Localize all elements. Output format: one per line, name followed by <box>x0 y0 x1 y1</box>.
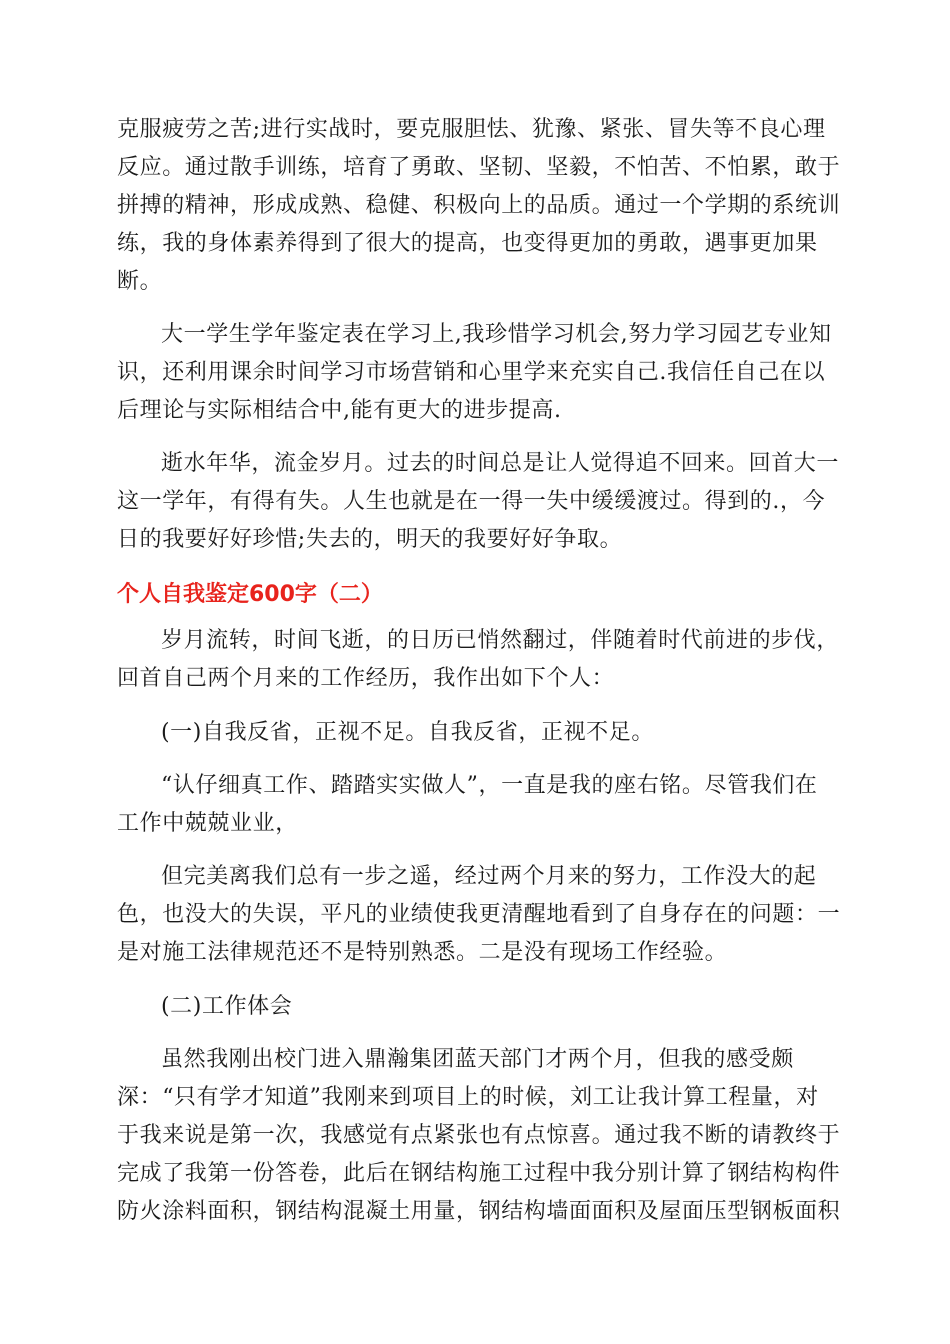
paragraph-9-line-1: 虽然我刚出校门进入鼎瀚集团蓝天部门才两个月，但我的感受颇 <box>161 1047 794 1072</box>
paragraph-1-line-3: 拼搏的精神，形成成熟、稳健、积极向上的品质。通过一个学期的系统训 <box>117 193 841 218</box>
paragraph-1-line-1: 克服疲劳之苦;进行实战时，要克服胆怯、犹豫、紧张、冒失等不良心理 <box>117 117 826 142</box>
paragraph-3-line-2: 这一学年，有得有失。人生也就是在一得一失中缓缓渡过。得到的.，今 <box>117 489 826 514</box>
paragraph-9-line-5: 防火涂料面积，钢结构混凝土用量，钢结构墙面面积及屋面压型钢板面积 <box>117 1199 841 1224</box>
paragraph-3-line-1: 逝水年华，流金岁月。过去的时间总是让人觉得追不回来。回首大一 <box>161 451 840 476</box>
paragraph-4-line-1: 岁月流转，时间飞逝，的日历已悄然翻过，伴随着时代前进的步伐， <box>161 628 840 653</box>
paragraph-7-line-2: 色，也没大的失误，平凡的业绩使我更清醒地看到了自身存在的问题：一 <box>117 902 841 927</box>
paragraph-1-line-2: 反应。通过散手训练，培育了勇敢、坚韧、坚毅，不怕苦、不怕累，敢于 <box>117 155 841 180</box>
paragraph-9-line-2: 深：“只有学才知道”我刚来到项目上的时候，刘工让我计算工程量，对 <box>117 1085 819 1110</box>
paragraph-5-line-1: (一)自我反省，正视不足。自我反省，正视不足。 <box>161 720 654 745</box>
paragraph-1-line-4: 练，我的身体素养得到了很大的提高，也变得更加的勇敢，遇事更加果 <box>117 231 818 256</box>
paragraph-2-line-1: 大一学生学年鉴定表在学习上,我珍惜学习机会,努力学习园艺专业知 <box>161 322 832 347</box>
paragraph-9-line-4: 完成了我第一份答卷，此后在钢结构施工过程中我分别计算了钢结构构件 <box>117 1161 841 1186</box>
paragraph-6-line-2: 工作中兢兢业业， <box>117 811 298 836</box>
paragraph-2-line-3: 后理论与实际相结合中,能有更大的进步提高. <box>117 398 562 423</box>
paragraph-1-line-5: 断。 <box>117 269 163 294</box>
paragraph-6-line-1: “认仔细真工作、踏踏实实做人”，一直是我的座右铭。尽管我们在 <box>161 773 818 798</box>
paragraph-9-line-3: 于我来说是第一次，我感觉有点紧张也有点惊喜。通过我不断的请教终于 <box>117 1123 841 1148</box>
paragraph-7-line-1: 但完美离我们总有一步之遥，经过两个月来的努力，工作没大的起 <box>161 864 817 889</box>
paragraph-8-line-1: (二)工作体会 <box>161 994 293 1019</box>
paragraph-7-line-3: 是对施工法律规范还不是特别熟悉。二是没有现场工作经验。 <box>117 940 728 965</box>
paragraph-3-line-3: 日的我要好好珍惜;失去的，明天的我要好好争取。 <box>117 527 623 552</box>
section-heading: 个人自我鉴定600字（二） <box>117 582 383 607</box>
paragraph-4-line-2: 回首自己两个月来的工作经历，我作出如下个人： <box>117 666 615 691</box>
paragraph-2-line-2: 识，还利用课余时间学习市场营销和心里学来充实自己.我信任自己在以 <box>117 360 826 385</box>
